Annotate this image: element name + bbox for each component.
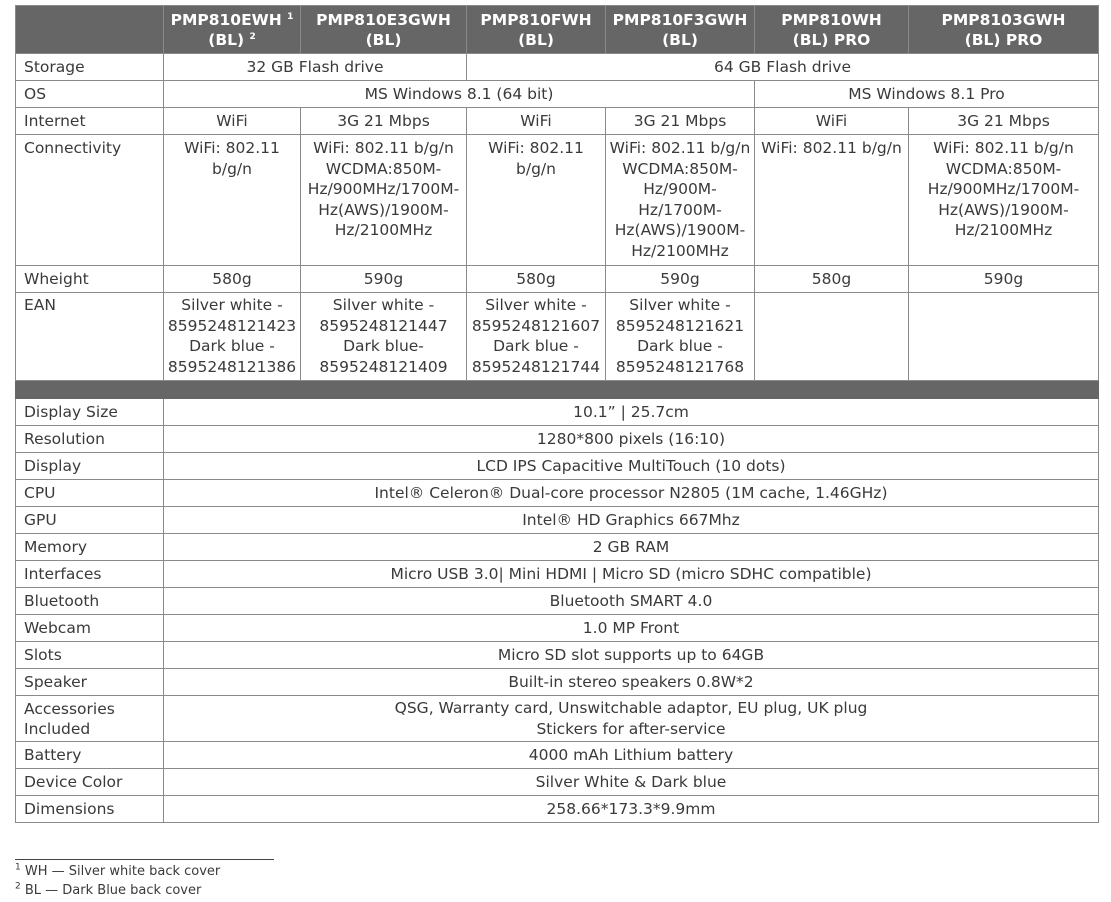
spec-label: Display Size [16, 399, 164, 426]
spec-value: 258.66*173.3*9.9mm [164, 796, 1099, 823]
spec-value: 2 GB RAM [164, 534, 1099, 561]
storage-row [16, 54, 1099, 81]
row-label: OS [16, 81, 164, 108]
spec-row [16, 561, 1099, 588]
spec-label: Memory [16, 534, 164, 561]
spec-label: Bluetooth [16, 588, 164, 615]
row-label: Connectivity [16, 135, 164, 266]
spec-row [16, 615, 1099, 642]
ean-value: Silver white - 8595248121423 Dark blue - 8595248121386 [164, 293, 301, 381]
spec-row [16, 399, 1099, 426]
weight-value: 580g [467, 266, 606, 293]
ean-value [909, 293, 1099, 381]
ean-value: Silver white - 8595248121447 Dark blue- 8595248121409 [301, 293, 467, 381]
header-corner-cell [16, 6, 164, 54]
spec-row [16, 796, 1099, 823]
spec-row [16, 696, 1099, 742]
connectivity-value: WiFi: 802.11 b/g/n [164, 135, 301, 266]
internet-value: 3G 21 Mbps [909, 108, 1099, 135]
model-header-2: PMP810E3GWH (BL) [301, 6, 467, 54]
spec-label: Slots [16, 642, 164, 669]
spec-label: GPU [16, 507, 164, 534]
spec-value: Intel® HD Graphics 667Mhz [164, 507, 1099, 534]
weight-value: 590g [909, 266, 1099, 293]
spec-value: Built-in stereo speakers 0.8W*2 [164, 669, 1099, 696]
os-row [16, 81, 1099, 108]
spec-value: 4000 mAh Lithium battery [164, 742, 1099, 769]
weight-value: 590g [606, 266, 755, 293]
internet-value: WiFi [755, 108, 909, 135]
internet-value: WiFi [467, 108, 606, 135]
model-header-row [16, 6, 1099, 54]
os-value: MS Windows 8.1 (64 bit) [164, 81, 755, 108]
spec-value: LCD IPS Capacitive MultiTouch (10 dots) [164, 453, 1099, 480]
spec-label: CPU [16, 480, 164, 507]
row-label: Storage [16, 54, 164, 81]
ean-value: Silver white - 8595248121607 Dark blue - 8595248121744 [467, 293, 606, 381]
spec-row [16, 588, 1099, 615]
spec-value: 1.0 MP Front [164, 615, 1099, 642]
model-header-1: PMP810EWH $^1$ (BL) $^2$ [164, 6, 301, 54]
row-label: EAN [16, 293, 164, 381]
internet-row [16, 108, 1099, 135]
spec-row [16, 742, 1099, 769]
spec-label: Battery [16, 742, 164, 769]
ean-value: Silver white - 8595248121621 Dark blue - 8595248121768 [606, 293, 755, 381]
spec-label: Accessories Included [16, 696, 164, 742]
spec-value: Micro SD slot supports up to 64GB [164, 642, 1099, 669]
internet-value: WiFi [164, 108, 301, 135]
footnote-1: $^1$ WH — Silver white back cover [15, 862, 221, 879]
spec-value: Silver White & Dark blue [164, 769, 1099, 796]
model-header-3: PMP810FWH (BL) [467, 6, 606, 54]
row-label: Wheight [16, 266, 164, 293]
spec-value: Micro USB 3.0| Mini HDMI | Micro SD (micro SDHC compatible) [164, 561, 1099, 588]
weight-value: 580g [755, 266, 909, 293]
spec-value: QSG, Warranty card, Unswitchable adaptor, EU plug, UK plug Stickers for after-service [164, 696, 1099, 742]
spec-row [16, 534, 1099, 561]
section-separator [16, 381, 1099, 399]
spec-row [16, 426, 1099, 453]
spec-value: 10.1” | 25.7cm [164, 399, 1099, 426]
spec-row [16, 642, 1099, 669]
internet-value: 3G 21 Mbps [301, 108, 467, 135]
model-header-5: PMP810WH (BL) PRO [755, 6, 909, 54]
footnote-divider [15, 859, 274, 860]
spec-label: Speaker [16, 669, 164, 696]
spec-row [16, 769, 1099, 796]
spec-label: Resolution [16, 426, 164, 453]
connectivity-value: WiFi: 802.11 b/g/n WCDMA:850M- Hz/900M- Hz/1700M- Hz(AWS)/1900M- Hz/2100MHz [606, 135, 755, 266]
weight-row [16, 266, 1099, 293]
connectivity-value: WiFi: 802.11 b/g/n WCDMA:850M- Hz/900MHz/1700M- Hz(AWS)/1900M- Hz/2100MHz [909, 135, 1099, 266]
spec-value: 1280*800 pixels (16:10) [164, 426, 1099, 453]
spec-table [15, 5, 1099, 823]
connectivity-value: WiFi: 802.11 b/g/n [755, 135, 909, 266]
model-header-4: PMP810F3GWH (BL) [606, 6, 755, 54]
spec-row [16, 453, 1099, 480]
connectivity-value: WiFi: 802.11 b/g/n [467, 135, 606, 266]
model-header-6: PMP8103GWH (BL) PRO [909, 6, 1099, 54]
separator-bar [16, 381, 1099, 399]
weight-value: 590g [301, 266, 467, 293]
os-value: MS Windows 8.1 Pro [755, 81, 1099, 108]
storage-value: 32 GB Flash drive [164, 54, 467, 81]
footnote-2: $^2$ BL — Dark Blue back cover [15, 881, 202, 898]
spec-label: Device Color [16, 769, 164, 796]
common-specs-body [16, 399, 1099, 823]
spec-label: Interfaces [16, 561, 164, 588]
connectivity-value: WiFi: 802.11 b/g/n WCDMA:850M- Hz/900MHz/1700M- Hz(AWS)/1900M- Hz/2100MHz [301, 135, 467, 266]
ean-row [16, 293, 1099, 381]
row-label: Internet [16, 108, 164, 135]
internet-value: 3G 21 Mbps [606, 108, 755, 135]
spec-label: Dimensions [16, 796, 164, 823]
storage-value: 64 GB Flash drive [467, 54, 1099, 81]
spec-value: Bluetooth SMART 4.0 [164, 588, 1099, 615]
weight-value: 580g [164, 266, 301, 293]
spec-row [16, 507, 1099, 534]
spec-value: Intel® Celeron® Dual-core processor N2805 (1M cache, 1.46GHz) [164, 480, 1099, 507]
spec-row [16, 480, 1099, 507]
connectivity-row [16, 135, 1099, 266]
ean-value [755, 293, 909, 381]
spec-label: Display [16, 453, 164, 480]
spec-label: Webcam [16, 615, 164, 642]
spec-row [16, 669, 1099, 696]
